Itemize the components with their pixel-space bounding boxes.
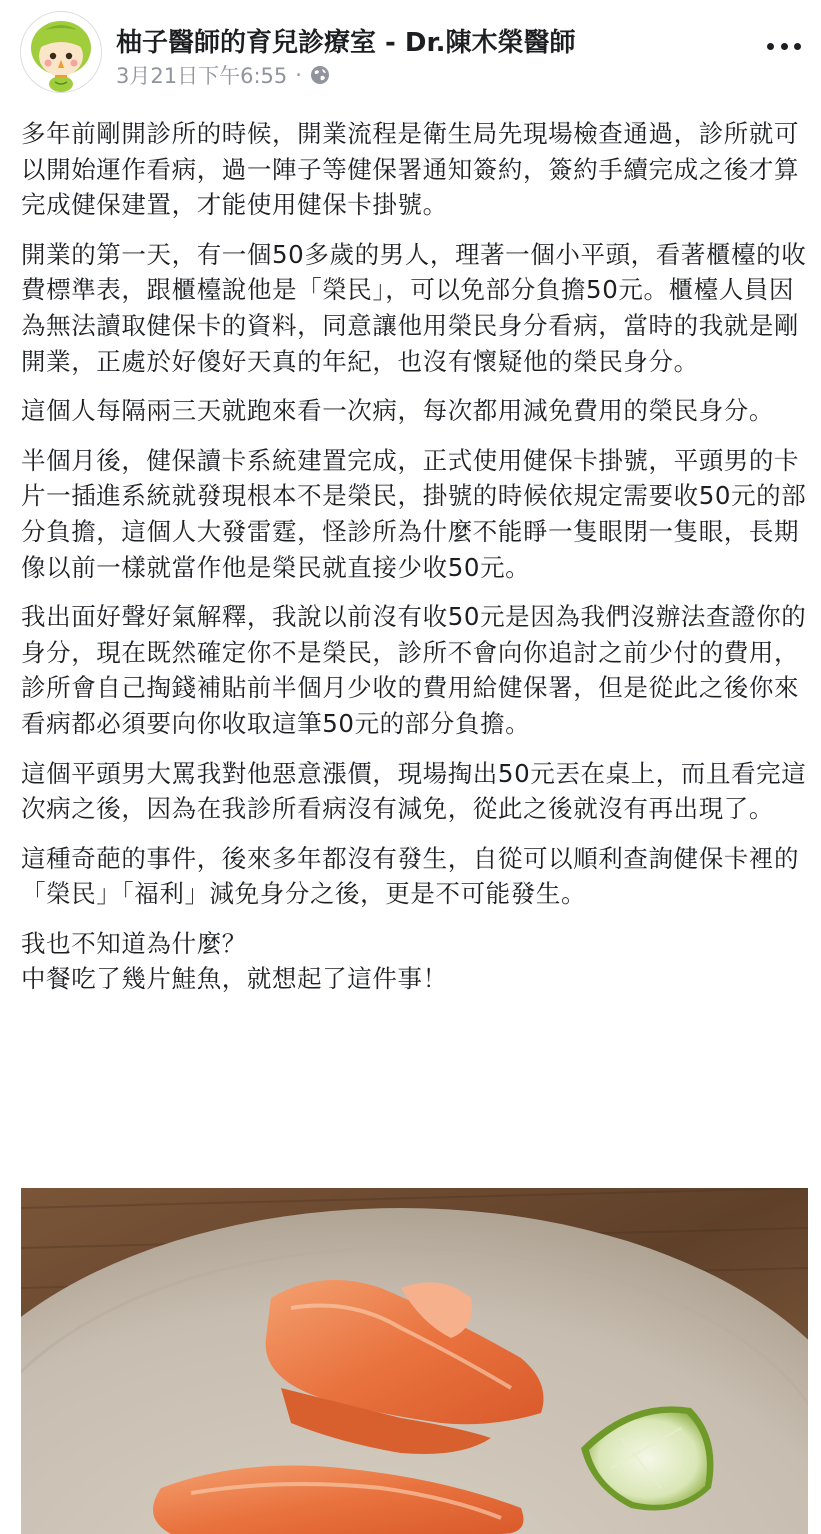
page-name[interactable]: 柚子醫師的育兒診療室 - Dr.陳木榮醫師 — [116, 28, 576, 58]
page-avatar[interactable] — [20, 11, 102, 93]
post-header — [0, 0, 821, 100]
post-paragraph: 這種奇葩的事件，後來多年都沒有發生，自從可以順利查詢健保卡裡的「榮民」「福利」減免身分之後，更是不可能發生。 — [21, 843, 800, 909]
post-paragraph: 這個平頭男大罵我對他惡意漲價，現場掏出50元丟在桌上，而且看完這次病之後，因為在我診所看病沒有減免，從此之後就沒有再出現了。 — [21, 758, 807, 824]
salmon-plate-image — [21, 1188, 808, 1534]
post-paragraph: 我出面好聲好氣解釋，我說以前沒有收50元是因為我們沒辦法查證你的身分，現在既然確定你不是榮民，診所不會向你追討之前少付的費用，診所會自己掏錢補貼前半個月少收的費用給健保署，但是從此之後你來看病都必須要向你收取這筆50元的部分負擔。 — [21, 602, 807, 738]
post-paragraph: 多年前剛開診所的時候，開業流程是衛生局先現場檢查通過，診所就可以開始運作看病，過一陣子等健保署通知簽約，簽約手續完成之後才算完成健保建置，才能使用健保卡掛號。 — [21, 119, 800, 220]
closing-line-1: 我也不知道為什麼？ — [21, 928, 247, 958]
post-meta — [116, 60, 330, 90]
post-paragraph: 這個人每隔兩三天就跑來看一次病，每次都用減免費用的榮民身分。 — [21, 396, 774, 426]
more-options-icon[interactable] — [767, 36, 801, 56]
closing-line-2: 中餐吃了幾片鮭魚，就想起了這件事！ — [21, 964, 448, 994]
meta-separator: · — [295, 63, 302, 87]
post-timestamp[interactable]: 3月21日下午6:55 — [116, 64, 288, 88]
post-closing — [21, 926, 811, 997]
post-photo[interactable] — [21, 1188, 808, 1534]
post-body — [21, 116, 811, 997]
globe-icon[interactable] — [310, 65, 330, 85]
pomelo-mascot-icon — [21, 12, 101, 92]
post-paragraph: 半個月後，健保讀卡系統建置完成，正式使用健保卡掛號，平頭男的卡片一插進系統就發現根本不是榮民，掛號的時候依規定需要收50元的部分負擔，這個人大發雷霆，怪診所為什麼不能睜一隻眼閉一隻眼，長期像以前一樣就當作他是榮民就直接少收50元。 — [21, 445, 807, 582]
post-paragraph: 開業的第一天，有一個50多歲的男人，理著一個小平頭，看著櫃檯的收費標準表，跟櫃檯說他是「榮民」，可以免部分負擔50元。櫃檯人員因為無法讀取健保卡的資料，同意讓他用榮民身分看病，當時的我就是剛開業，正處於好傻好天真的年紀，也沒有懷疑他的榮民身分。 — [21, 239, 807, 376]
